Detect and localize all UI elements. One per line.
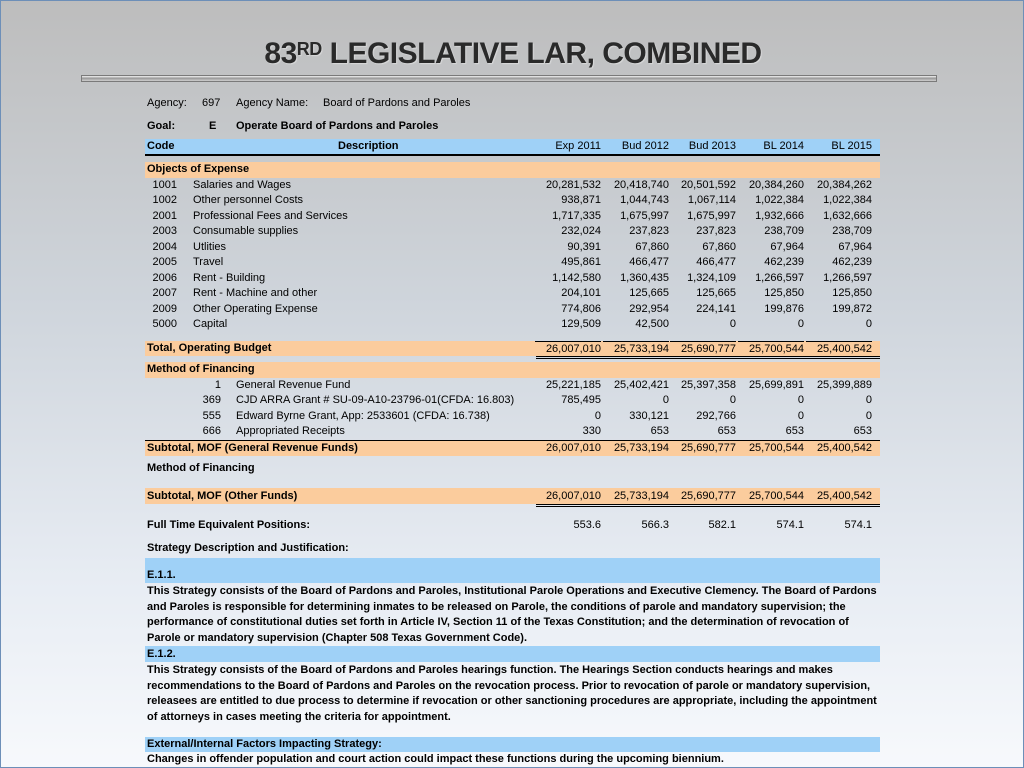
expense-code: 2003 xyxy=(152,225,177,237)
mof-row xyxy=(145,393,880,409)
mof-code: 555 xyxy=(202,409,221,422)
goal-name: Operate Board of Pardons and Paroles xyxy=(236,120,439,132)
header-bl-2015: BL 2015 xyxy=(831,140,872,152)
external-factors-heading: External/Internal Factors Impacting Strategy: xyxy=(145,737,880,752)
expense-value: 466,477 xyxy=(629,256,669,268)
total-value: 25,690,777 xyxy=(670,341,736,358)
total-operating-budget-row xyxy=(145,341,880,357)
objects-heading xyxy=(145,162,880,178)
subtotal-gr-value: 26,007,010 xyxy=(545,441,601,454)
subtotal-other-value: 25,400,542 xyxy=(816,490,872,502)
expense-value: 237,823 xyxy=(629,225,669,237)
expense-value: 199,876 xyxy=(764,302,804,315)
page-title: 83RD LEGISLATIVE LAR, COMBINED xyxy=(264,37,762,70)
fte-values xyxy=(535,516,875,534)
agency-label: Agency: xyxy=(147,97,187,109)
expense-value: 1,022,384 xyxy=(755,194,804,206)
mof-value: 653 xyxy=(785,425,804,437)
expense-value: 1,044,743 xyxy=(620,194,669,206)
expense-row xyxy=(145,240,880,256)
expense-value: 237,823 xyxy=(696,225,736,237)
mof-value: 330,121 xyxy=(629,409,669,422)
expense-row xyxy=(145,286,880,302)
total-value: 25,733,194 xyxy=(603,341,669,358)
mof-value: 0 xyxy=(729,394,736,406)
total-value: 25,400,542 xyxy=(806,341,872,358)
expense-row xyxy=(145,317,880,333)
mof-value: 0 xyxy=(865,409,872,422)
expense-value: 238,709 xyxy=(764,225,804,237)
mof-rows xyxy=(145,378,880,440)
mof-value: 0 xyxy=(797,409,804,422)
mof-row xyxy=(145,424,880,440)
mof-heading-2-text: Method of Financing xyxy=(147,462,255,474)
expense-value: 90,391 xyxy=(567,240,601,253)
mof-values xyxy=(535,424,875,440)
mof-value: 0 xyxy=(594,409,601,422)
expense-code: 2009 xyxy=(152,302,177,315)
strategy-e2-code: E.1.2. xyxy=(145,646,880,662)
subtotal-gr-value: 25,400,542 xyxy=(816,441,872,454)
mof-value: 25,221,185 xyxy=(545,378,601,391)
expense-value: 204,101 xyxy=(561,287,601,299)
expense-value: 938,871 xyxy=(561,194,601,206)
mof-description: Edward Byrne Grant, App: 2533601 (CFDA: 16.738) xyxy=(236,409,490,422)
agency-row xyxy=(145,93,880,116)
strategy-e1-text: This Strategy consists of the Board of Pardons and Paroles, Institutional Parole Operations and Executive Clemency. The Board of Pardons and Paroles is responsible for determining inmates to be released on Parole, the conditions of parole and mandatory supervision; the performance of constitutional duties set forth in Article IV, Section 11 of the Texas Constitution; and the determination of revocation of Parole or mandatory supervision (Chapter 508 Texas Government Code). xyxy=(147,585,877,644)
expense-value: 232,024 xyxy=(561,225,601,237)
mof-value: 25,402,421 xyxy=(613,378,669,391)
expense-values xyxy=(535,302,875,318)
mof-value: 330 xyxy=(582,425,601,437)
fte-label: Full Time Equivalent Positions: xyxy=(147,519,310,531)
expense-row xyxy=(145,209,880,225)
subtotal-gr-label: Subtotal, MOF (General Revenue Funds) xyxy=(147,441,358,454)
subtotal-gr-row xyxy=(145,440,880,457)
expense-code: 2006 xyxy=(152,271,177,284)
expense-values xyxy=(535,193,875,209)
goal-row xyxy=(145,116,880,139)
expense-code: 1001 xyxy=(152,178,177,191)
expense-value: 0 xyxy=(797,318,804,330)
mof-value: 653 xyxy=(717,425,736,437)
expense-value: 1,675,997 xyxy=(687,209,736,222)
expense-code: 2005 xyxy=(152,256,177,268)
expense-values xyxy=(535,286,875,302)
expense-values xyxy=(535,209,875,225)
header-code: Code xyxy=(147,140,175,152)
expense-code: 5000 xyxy=(152,318,177,330)
mof-values xyxy=(535,409,875,425)
total-operating-values xyxy=(535,341,875,357)
mof-value: 0 xyxy=(797,394,804,406)
fte-value: 566.3 xyxy=(641,519,669,531)
mof-value: 25,699,891 xyxy=(748,378,804,391)
subtotal-gr-values xyxy=(535,441,875,457)
expense-row xyxy=(145,271,880,287)
expense-value: 238,709 xyxy=(832,225,872,237)
header-bud-2013: Bud 2013 xyxy=(688,140,736,152)
table-header xyxy=(145,139,880,156)
mof-value: 0 xyxy=(662,394,669,406)
mof-value: 653 xyxy=(853,425,872,437)
expense-value: 1,266,597 xyxy=(755,271,804,284)
expense-values xyxy=(535,224,875,240)
expense-code: 2001 xyxy=(152,209,177,222)
mof-heading-text: Method of Financing xyxy=(147,363,255,375)
expense-value: 1,632,666 xyxy=(823,209,872,222)
mof-value: 25,399,889 xyxy=(816,378,872,391)
subtotal-other-label: Subtotal, MOF (Other Funds) xyxy=(147,490,298,502)
mof-code: 1 xyxy=(214,378,221,391)
expense-value: 0 xyxy=(729,318,736,330)
mof-description: Appropriated Receipts xyxy=(236,425,345,437)
subtotal-gr-value: 25,700,544 xyxy=(748,441,804,454)
expense-value: 1,142,580 xyxy=(552,271,601,284)
mof-values xyxy=(535,378,875,394)
header-year-columns xyxy=(535,139,875,154)
mof-description: General Revenue Fund xyxy=(236,378,351,391)
external-factors-text: Changes in offender population and court action could impact these functions during the upcoming biennium. xyxy=(147,753,724,765)
expense-value: 1,717,335 xyxy=(552,209,601,222)
expense-row xyxy=(145,255,880,271)
expense-description: Utlities xyxy=(193,240,227,253)
fte-value: 574.1 xyxy=(776,519,804,531)
mof-heading-2 xyxy=(145,456,880,480)
title-divider xyxy=(81,75,937,82)
expense-description: Capital xyxy=(193,318,228,330)
expense-description: Professional Fees and Services xyxy=(193,209,348,222)
expense-value: 20,384,262 xyxy=(816,178,872,191)
lar-document xyxy=(145,93,880,768)
fte-row xyxy=(145,516,880,534)
expense-value: 67,860 xyxy=(635,240,669,253)
fte-value: 553.6 xyxy=(573,519,601,531)
expense-value: 1,022,384 xyxy=(823,194,872,206)
agency-code: 697 xyxy=(202,97,221,109)
subtotal-other-value: 25,700,544 xyxy=(748,490,804,502)
subtotal-other-row xyxy=(145,488,880,504)
expense-row xyxy=(145,302,880,318)
expense-values xyxy=(535,255,875,271)
expense-values xyxy=(535,271,875,287)
subtotal-other-value: 25,690,777 xyxy=(680,490,736,502)
expense-value: 495,861 xyxy=(561,256,601,268)
expense-description: Consumable supplies xyxy=(193,225,299,237)
expense-value: 42,500 xyxy=(635,318,669,330)
expense-values xyxy=(535,317,875,333)
expense-description: Other personnel Costs xyxy=(193,194,304,206)
objects-heading-text: Objects of Expense xyxy=(147,163,250,175)
mof-value: 0 xyxy=(865,394,872,406)
agency-name-label: Agency Name: xyxy=(236,97,309,109)
expense-value: 20,501,592 xyxy=(680,178,736,191)
expense-value: 1,067,114 xyxy=(687,194,736,206)
expense-value: 1,360,435 xyxy=(620,271,669,284)
expense-code: 2004 xyxy=(152,240,177,253)
expense-value: 462,239 xyxy=(764,256,804,268)
expense-value: 125,665 xyxy=(629,287,669,299)
expense-code: 1002 xyxy=(152,194,177,206)
expense-description: Salaries and Wages xyxy=(193,178,292,191)
expense-value: 1,675,997 xyxy=(620,209,669,222)
expense-values xyxy=(535,178,875,194)
subtotal-other-values xyxy=(535,488,875,504)
mof-code: 666 xyxy=(202,425,221,437)
goal-label: Goal: xyxy=(147,120,176,132)
mof-row xyxy=(145,378,880,394)
expense-value: 199,872 xyxy=(832,302,872,315)
header-bud-2012: Bud 2012 xyxy=(621,140,669,152)
expense-value: 125,850 xyxy=(832,287,872,299)
expense-value: 129,509 xyxy=(561,318,601,330)
expense-code: 2007 xyxy=(152,287,177,299)
expense-value: 1,324,109 xyxy=(687,271,736,284)
expense-value: 67,964 xyxy=(838,240,872,253)
goal-code: E xyxy=(209,120,217,132)
strategy-e1-code: E.1.1. xyxy=(145,568,880,583)
mof-value: 653 xyxy=(650,425,669,437)
expense-value: 466,477 xyxy=(696,256,736,268)
total-operating-label: Total, Operating Budget xyxy=(147,341,272,354)
objects-rows xyxy=(145,178,880,333)
expense-description: Rent - Machine and other xyxy=(193,287,318,299)
mof-values xyxy=(535,393,875,409)
mof-value: 25,397,358 xyxy=(680,378,736,391)
expense-description: Rent - Building xyxy=(193,271,266,284)
expense-value: 20,384,260 xyxy=(748,178,804,191)
header-description: Description xyxy=(338,140,399,152)
strategy-heading xyxy=(145,538,880,558)
header-bl-2014: BL 2014 xyxy=(763,140,804,152)
expense-description: Travel xyxy=(193,256,224,268)
mof-row xyxy=(145,409,880,425)
expense-row xyxy=(145,193,880,209)
expense-value: 125,850 xyxy=(764,287,804,299)
expense-value: 1,932,666 xyxy=(755,209,804,222)
header-exp-2011: Exp 2011 xyxy=(555,140,601,152)
expense-value: 67,964 xyxy=(770,240,804,253)
mof-heading xyxy=(145,362,880,378)
mof-description: CJD ARRA Grant # SU-09-A10-23796-01(CFDA: 16.803) xyxy=(236,394,515,406)
expense-row xyxy=(145,224,880,240)
total-value: 25,700,544 xyxy=(738,341,804,358)
expense-value: 774,806 xyxy=(561,302,601,315)
expense-value: 224,141 xyxy=(696,302,736,315)
expense-value: 1,266,597 xyxy=(823,271,872,284)
mof-value: 292,766 xyxy=(696,409,736,422)
strategy-e2-text: This Strategy consists of the Board of Pardons and Paroles hearings function. The Hearings Section conducts hearings and makes recommendations to the Board of Pardons and Paroles on the revocation process. Prior to revocation of parole or mandatory supervision, releasees are entitled to due process to determine if revocation or other sanctioning procedures are appropriate, including the appointment of attorneys in cases meeting the criteria for appointment. xyxy=(147,664,877,723)
expense-description: Other Operating Expense xyxy=(193,302,318,315)
expense-value: 462,239 xyxy=(832,256,872,268)
strategy-spacer-band xyxy=(145,558,880,568)
expense-value: 125,665 xyxy=(696,287,736,299)
subtotal-other-value: 25,733,194 xyxy=(613,490,669,502)
total-value: 26,007,010 xyxy=(535,341,601,358)
expense-value: 20,281,532 xyxy=(545,178,601,191)
expense-row xyxy=(145,178,880,194)
subtotal-gr-value: 25,690,777 xyxy=(680,441,736,454)
expense-value: 0 xyxy=(865,318,872,330)
mof-value: 785,495 xyxy=(561,394,601,406)
expense-values xyxy=(535,240,875,256)
agency-name: Board of Pardons and Paroles xyxy=(323,97,471,109)
subtotal-other-value: 26,007,010 xyxy=(545,490,601,502)
mof-code: 369 xyxy=(202,394,221,406)
fte-value: 582.1 xyxy=(708,519,736,531)
fte-value: 574.1 xyxy=(844,519,872,531)
subtotal-gr-value: 25,733,194 xyxy=(613,441,669,454)
expense-value: 67,860 xyxy=(702,240,736,253)
strategy-heading-text: Strategy Description and Justification: xyxy=(147,542,349,554)
expense-value: 292,954 xyxy=(629,302,669,315)
expense-value: 20,418,740 xyxy=(613,178,669,191)
